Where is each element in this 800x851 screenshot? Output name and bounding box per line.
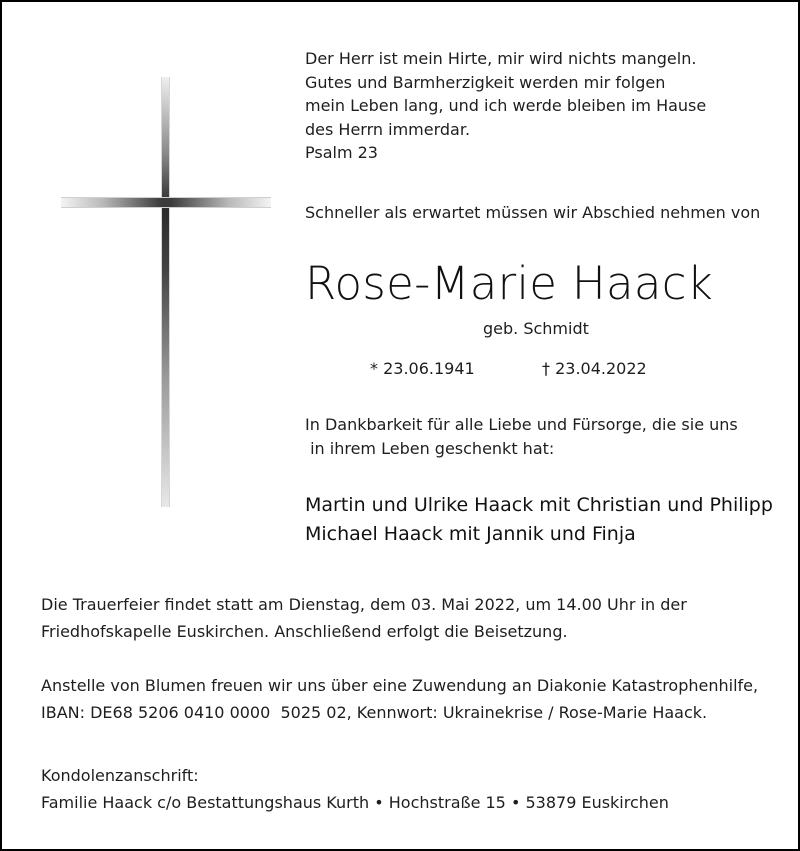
psalm-reference: Psalm 23 — [305, 143, 378, 162]
donation-info — [41, 674, 758, 727]
thanks-line: In Dankbarkeit für alle Liebe und Fürsorge, die sie uns — [305, 415, 738, 434]
condolence-address — [41, 764, 669, 817]
mourner-line: Michael Haack mit Jannik und Finja — [305, 523, 636, 545]
thanks-line: in ihrem Leben geschenkt hat: — [305, 438, 555, 458]
ceremony-line: Friedhofskapelle Euskirchen. Anschließend erfolgt die Beisetzung. — [41, 621, 568, 641]
donation-line: Anstelle von Blumen freuen wir uns über eine Zuwendung an Diakonie Katastrophenhilfe, — [41, 676, 759, 695]
birth-name: geb. Schmidt — [483, 319, 589, 338]
psalm-line: mein Leben lang, und ich werde bleiben im Hause — [305, 96, 707, 115]
mourner-line: Martin und Ulrike Haack mit Christian und Philipp — [305, 494, 773, 516]
mourners-list — [305, 491, 773, 549]
cross-vertical-beam — [161, 77, 170, 507]
death-date: † 23.04.2022 — [542, 359, 647, 378]
ceremony-line: Die Trauerfeier findet statt am Dienstag, dem 03. Mai 2022, um 14.00 Uhr in der — [41, 595, 687, 614]
ceremony-info — [41, 593, 687, 646]
intro-text: Schneller als erwartet müssen wir Abschied nehmen von — [305, 203, 761, 222]
cross-horizontal-beam — [61, 197, 271, 208]
deceased-name: Rose-Marie Haack — [305, 257, 714, 310]
psalm-quote — [305, 47, 706, 165]
birth-date: * 23.06.1941 — [370, 359, 475, 378]
address-heading: Kondolenzanschrift: — [41, 766, 199, 785]
donation-line: IBAN: DE68 5206 0410 0000 5025 02, Kennwort: Ukrainekrise / Rose-Marie Haack. — [41, 702, 708, 722]
address-line: Familie Haack c/o Bestattungshaus Kurth • Hochstraße 15 • 53879 Euskirchen — [41, 792, 669, 812]
psalm-line: Der Herr ist mein Hirte, mir wird nichts mangeln. — [305, 49, 697, 68]
psalm-line: des Herrn immerdar. — [305, 119, 471, 139]
psalm-line: Gutes und Barmherzigkeit werden mir folgen — [305, 72, 666, 92]
thanks-text — [305, 413, 738, 460]
